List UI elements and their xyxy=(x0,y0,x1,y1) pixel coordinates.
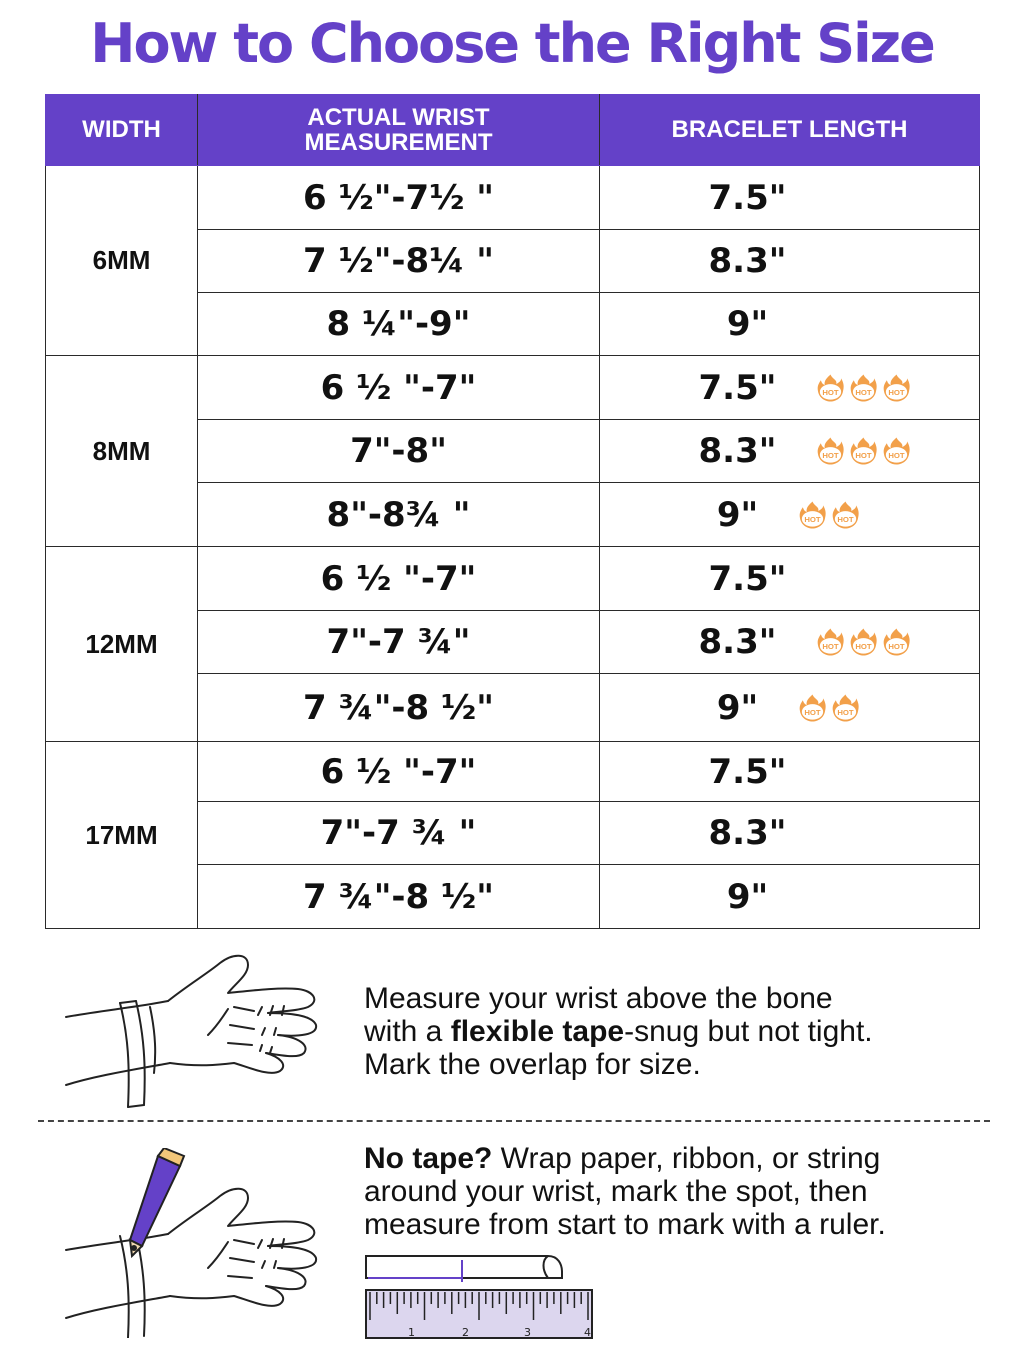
ruler-label-4: 4 xyxy=(584,1326,591,1339)
dashed-divider xyxy=(38,1120,990,1122)
bracelet-length-cell xyxy=(600,356,980,420)
size-chart-table xyxy=(45,94,980,929)
wrist-measurement-cell: 6 ½ "-7" xyxy=(198,356,600,420)
ruler-illustration xyxy=(362,1252,598,1342)
hot-icons xyxy=(816,373,911,402)
hot-label: HOT xyxy=(804,707,821,717)
tape-line2 xyxy=(364,1015,873,1048)
bracelet-length-cell xyxy=(600,420,980,483)
bracelet-length-wrap xyxy=(698,431,906,471)
hot-label: HOT xyxy=(837,707,854,717)
hot-flame-icon xyxy=(816,628,845,657)
bracelet-length-wrap xyxy=(716,494,854,535)
table-row xyxy=(46,742,980,802)
bracelet-length-cell xyxy=(600,865,980,929)
no-tape-line1-rest: Wrap paper, ribbon, or string xyxy=(492,1142,881,1175)
table-body xyxy=(46,166,980,929)
bracelet-length-wrap xyxy=(727,304,768,344)
bracelet-length-cell xyxy=(600,611,980,674)
bracelet-length-wrap xyxy=(709,178,787,218)
bracelet-length-wrap xyxy=(709,559,787,599)
hot-label: HOT xyxy=(855,641,873,651)
wrist-measurement-cell: 6 ½ "-7" xyxy=(198,547,600,611)
hot-flame-icon xyxy=(831,693,860,722)
wrist-measurement-cell: 7 ½"-8¼ " xyxy=(198,230,600,293)
bracelet-length-cell xyxy=(600,547,980,611)
bracelet-length-value: 9" xyxy=(716,494,759,535)
hot-label: HOT xyxy=(855,387,873,397)
hot-label: HOT xyxy=(822,450,840,460)
page-title: How to Choose the Right Size xyxy=(90,12,934,75)
wrist-measurement-cell: 7 ¾"-8 ½" xyxy=(198,674,600,742)
hot-flame-icon xyxy=(882,628,911,657)
bracelet-length-wrap xyxy=(709,241,787,281)
bracelet-length-value: 7.5" xyxy=(708,177,787,218)
bracelet-length-value: 8.3" xyxy=(698,622,777,662)
ruler-label-1: 1 xyxy=(408,1326,415,1339)
ruler-label-3: 3 xyxy=(524,1326,531,1339)
hot-label: HOT xyxy=(804,514,821,524)
hot-flame-icon xyxy=(882,437,911,466)
hot-label: HOT xyxy=(837,514,854,524)
bracelet-length-value: 8.3" xyxy=(708,241,787,281)
bracelet-length-cell xyxy=(600,802,980,865)
bracelet-length-cell xyxy=(600,166,980,230)
wrist-measurement-cell: 7 ¾"-8 ½" xyxy=(198,865,600,929)
hot-flame-icon xyxy=(849,628,878,657)
hot-flame-icon xyxy=(849,437,878,466)
tape-line1: Measure your wrist above the bone xyxy=(364,982,833,1015)
hand-tape-illustration xyxy=(58,945,328,1115)
table-row xyxy=(46,547,980,611)
bracelet-length-wrap xyxy=(698,367,906,408)
width-cell: 12MM xyxy=(46,547,198,742)
width-cell: 17MM xyxy=(46,742,198,929)
tape-line2-post: -snug but not tight. xyxy=(624,1015,873,1048)
hot-label: HOT xyxy=(822,641,840,651)
no-tape-line2: around your wrist, mark the spot, then xyxy=(364,1175,868,1208)
hot-flame-icon xyxy=(816,373,845,402)
wrist-measurement-cell: 8"-8¾ " xyxy=(198,483,600,547)
wrist-measurement-cell: 6 ½ "-7" xyxy=(198,742,600,802)
bracelet-length-wrap xyxy=(716,687,854,728)
bracelet-length-wrap xyxy=(709,813,787,853)
bracelet-length-wrap xyxy=(698,622,906,662)
ruler-icon xyxy=(366,1290,592,1339)
bracelet-length-wrap xyxy=(709,752,787,792)
pencil-icon xyxy=(130,1148,184,1256)
bracelet-length-cell xyxy=(600,483,980,547)
wrist-measurement-cell: 8 ¼"-9" xyxy=(198,293,600,356)
hot-flame-icon xyxy=(831,500,860,529)
table-row xyxy=(46,356,980,420)
header-wrist-line2: MEASUREMENT xyxy=(304,129,493,156)
bracelet-length-value: 9" xyxy=(726,876,769,917)
header-wrist-line1: ACTUAL WRIST xyxy=(307,103,490,131)
table-row xyxy=(46,166,980,230)
hot-icons xyxy=(798,693,860,722)
hot-flame-icon xyxy=(816,437,845,466)
tape-line2-pre: with a xyxy=(364,1015,451,1048)
bracelet-length-wrap xyxy=(727,877,768,917)
bracelet-length-value: 8.3" xyxy=(698,431,777,471)
table-header-row xyxy=(46,95,980,166)
bracelet-length-value: 7.5" xyxy=(708,558,787,599)
bracelet-length-cell xyxy=(600,742,980,802)
bracelet-length-cell xyxy=(600,674,980,742)
header-bracelet-length: BRACELET LENGTH xyxy=(600,95,980,166)
bracelet-length-value: 9" xyxy=(726,304,769,344)
header-width: WIDTH xyxy=(46,95,198,166)
width-cell: 8MM xyxy=(46,356,198,547)
wrist-measurement-cell: 7"-7 ¾" xyxy=(198,611,600,674)
tape-instructions xyxy=(364,982,873,1081)
wrist-measurement-cell: 6 ½"-7½ " xyxy=(198,166,600,230)
hot-label: HOT xyxy=(888,450,906,460)
hand-pencil-illustration xyxy=(58,1148,328,1338)
bracelet-length-value: 8.3" xyxy=(708,813,787,853)
bracelet-length-cell xyxy=(600,293,980,356)
hot-flame-icon xyxy=(798,500,827,529)
hot-label: HOT xyxy=(888,641,906,651)
hot-label: HOT xyxy=(822,387,840,397)
wrist-measurement-cell: 7"-8" xyxy=(198,420,600,483)
hot-icons xyxy=(816,628,911,657)
ruler-label-2: 2 xyxy=(462,1326,469,1339)
width-cell: 6MM xyxy=(46,166,198,356)
hot-icons xyxy=(798,500,860,529)
hot-label: HOT xyxy=(888,387,906,397)
wrist-measurement-cell: 7"-7 ¾ " xyxy=(198,802,600,865)
hot-label: HOT xyxy=(855,450,873,460)
no-tape-line1 xyxy=(364,1142,886,1175)
no-tape-line3: measure from start to mark with a ruler. xyxy=(364,1208,886,1241)
bracelet-length-cell xyxy=(600,230,980,293)
paper-strip xyxy=(366,1256,562,1282)
bracelet-length-value: 7.5" xyxy=(698,367,777,408)
no-tape-instructions xyxy=(364,1142,886,1241)
hot-icons xyxy=(816,437,911,466)
header-wrist-measurement xyxy=(198,95,600,166)
bracelet-length-value: 7.5" xyxy=(708,751,787,792)
hot-flame-icon xyxy=(882,373,911,402)
hot-flame-icon xyxy=(798,693,827,722)
hot-flame-icon xyxy=(849,373,878,402)
bracelet-length-value: 9" xyxy=(716,687,759,728)
no-tape-bold: No tape? xyxy=(364,1142,493,1175)
tape-line2-bold: flexible tape xyxy=(450,1015,625,1048)
tape-line3: Mark the overlap for size. xyxy=(364,1048,701,1081)
